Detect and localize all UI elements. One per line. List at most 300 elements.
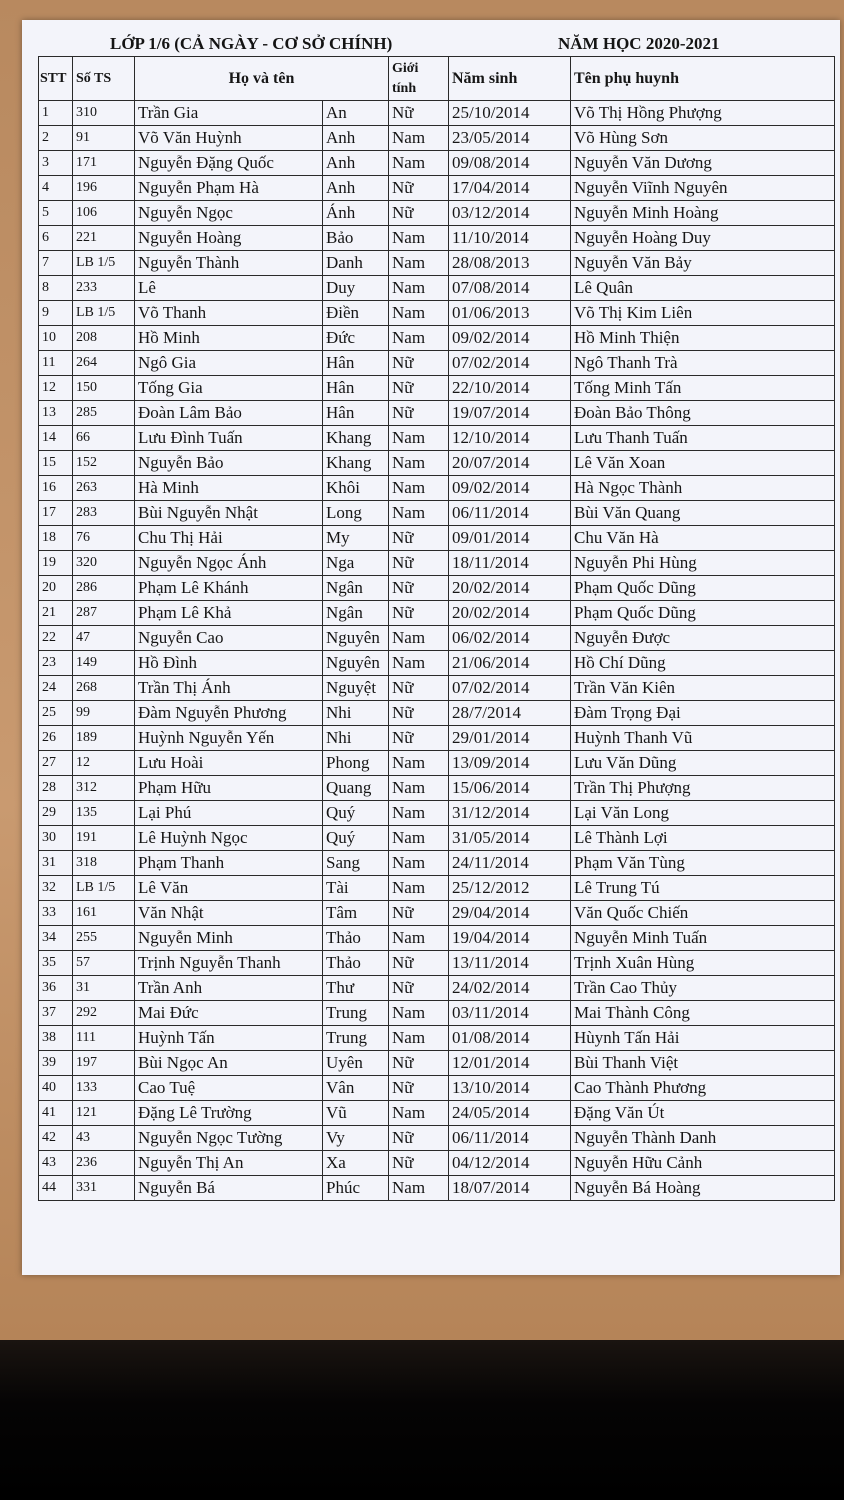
birth-date-cell: 07/08/2014 xyxy=(449,276,571,301)
last-middle-name-cell: Nguyễn Ngọc xyxy=(135,201,323,226)
given-name-cell: Long xyxy=(323,501,389,526)
stt-cell: 40 xyxy=(39,1076,73,1101)
given-name-cell: Hân xyxy=(323,351,389,376)
dark-floor xyxy=(0,1340,844,1500)
last-middle-name-cell: Nguyễn Ngọc Tường xyxy=(135,1126,323,1151)
given-name-cell: Khang xyxy=(323,426,389,451)
parent-name-cell: Nguyễn Hữu Cảnh xyxy=(571,1151,835,1176)
stt-cell: 42 xyxy=(39,1126,73,1151)
last-middle-name-cell: Trần Thị Ánh xyxy=(135,676,323,701)
birth-date-cell: 19/07/2014 xyxy=(449,401,571,426)
table-row xyxy=(39,301,835,326)
gender-cell: Nam xyxy=(389,126,449,151)
birth-date-cell: 20/02/2014 xyxy=(449,576,571,601)
so-ts-cell: 189 xyxy=(73,726,135,751)
gender-cell: Nam xyxy=(389,751,449,776)
col-header-phu-huynh: Tên phụ huynh xyxy=(571,57,835,101)
so-ts-cell: 135 xyxy=(73,801,135,826)
last-middle-name-cell: Võ Thanh xyxy=(135,301,323,326)
so-ts-cell: 285 xyxy=(73,401,135,426)
table-row xyxy=(39,126,835,151)
so-ts-cell: 221 xyxy=(73,226,135,251)
last-middle-name-cell: Phạm Lê Khả xyxy=(135,601,323,626)
parent-name-cell: Nguyễn Bá Hoàng xyxy=(571,1176,835,1201)
parent-name-cell: Đặng Văn Út xyxy=(571,1101,835,1126)
last-middle-name-cell: Huỳnh Nguyễn Yến xyxy=(135,726,323,751)
parent-name-cell: Phạm Văn Tùng xyxy=(571,851,835,876)
given-name-cell: Quý xyxy=(323,826,389,851)
stt-cell: 41 xyxy=(39,1101,73,1126)
gender-cell: Nam xyxy=(389,1101,449,1126)
table-row xyxy=(39,1176,835,1201)
stt-cell: 43 xyxy=(39,1151,73,1176)
table-row xyxy=(39,451,835,476)
parent-name-cell: Hà Ngọc Thành xyxy=(571,476,835,501)
gender-cell: Nữ xyxy=(389,551,449,576)
stt-cell: 37 xyxy=(39,1001,73,1026)
given-name-cell: Xa xyxy=(323,1151,389,1176)
last-middle-name-cell: Bùi Nguyễn Nhật xyxy=(135,501,323,526)
student-table xyxy=(38,56,835,1201)
table-row xyxy=(39,801,835,826)
last-middle-name-cell: Đàm Nguyễn Phương xyxy=(135,701,323,726)
last-middle-name-cell: Huỳnh Tấn xyxy=(135,1026,323,1051)
so-ts-cell: 106 xyxy=(73,201,135,226)
birth-date-cell: 20/07/2014 xyxy=(449,451,571,476)
last-middle-name-cell: Nguyễn Cao xyxy=(135,626,323,651)
so-ts-cell: 171 xyxy=(73,151,135,176)
parent-name-cell: Chu Văn Hà xyxy=(571,526,835,551)
given-name-cell: Hân xyxy=(323,401,389,426)
stt-cell: 30 xyxy=(39,826,73,851)
table-row xyxy=(39,226,835,251)
table-header-row xyxy=(39,57,835,101)
gender-cell: Nữ xyxy=(389,976,449,1001)
so-ts-cell: 287 xyxy=(73,601,135,626)
so-ts-cell: 31 xyxy=(73,976,135,1001)
given-name-cell: Vy xyxy=(323,1126,389,1151)
class-title: LỚP 1/6 (CẢ NGÀY - CƠ SỞ CHÍNH) xyxy=(110,34,393,53)
table-row xyxy=(39,326,835,351)
given-name-cell: Trung xyxy=(323,1001,389,1026)
parent-name-cell: Võ Thị Kim Liên xyxy=(571,301,835,326)
birth-date-cell: 20/02/2014 xyxy=(449,601,571,626)
so-ts-cell: 161 xyxy=(73,901,135,926)
given-name-cell: Nguyệt xyxy=(323,676,389,701)
parent-name-cell: Nguyễn Văn Bảy xyxy=(571,251,835,276)
last-middle-name-cell: Đoàn Lâm Bảo xyxy=(135,401,323,426)
stt-cell: 16 xyxy=(39,476,73,501)
parent-name-cell: Nguyễn Viĩnh Nguyên xyxy=(571,176,835,201)
birth-date-cell: 06/02/2014 xyxy=(449,626,571,651)
birth-date-cell: 06/11/2014 xyxy=(449,1126,571,1151)
stt-cell: 12 xyxy=(39,376,73,401)
stt-cell: 39 xyxy=(39,1051,73,1076)
stt-cell: 6 xyxy=(39,226,73,251)
so-ts-cell: 310 xyxy=(73,101,135,126)
gender-cell: Nữ xyxy=(389,526,449,551)
gender-cell: Nam xyxy=(389,851,449,876)
last-middle-name-cell: Lê Huỳnh Ngọc xyxy=(135,826,323,851)
birth-date-cell: 24/05/2014 xyxy=(449,1101,571,1126)
last-middle-name-cell: Phạm Thanh xyxy=(135,851,323,876)
given-name-cell: Nguyên xyxy=(323,651,389,676)
parent-name-cell: Hồ Minh Thiện xyxy=(571,326,835,351)
table-row xyxy=(39,101,835,126)
gender-cell: Nam xyxy=(389,651,449,676)
table-row xyxy=(39,726,835,751)
table-row xyxy=(39,551,835,576)
given-name-cell: Trung xyxy=(323,1026,389,1051)
table-row xyxy=(39,1076,835,1101)
given-name-cell: Quý xyxy=(323,801,389,826)
birth-date-cell: 13/11/2014 xyxy=(449,951,571,976)
given-name-cell: Ánh xyxy=(323,201,389,226)
gender-cell: Nữ xyxy=(389,1126,449,1151)
table-row xyxy=(39,651,835,676)
gender-cell: Nam xyxy=(389,826,449,851)
parent-name-cell: Phạm Quốc Dũng xyxy=(571,576,835,601)
stt-cell: 36 xyxy=(39,976,73,1001)
table-row xyxy=(39,976,835,1001)
birth-date-cell: 24/02/2014 xyxy=(449,976,571,1001)
table-row xyxy=(39,251,835,276)
last-middle-name-cell: Hồ Minh xyxy=(135,326,323,351)
parent-name-cell: Nguyễn Minh Tuấn xyxy=(571,926,835,951)
birth-date-cell: 18/11/2014 xyxy=(449,551,571,576)
gender-cell: Nữ xyxy=(389,576,449,601)
table-row xyxy=(39,576,835,601)
parent-name-cell: Tống Minh Tấn xyxy=(571,376,835,401)
last-middle-name-cell: Tống Gia xyxy=(135,376,323,401)
birth-date-cell: 07/02/2014 xyxy=(449,676,571,701)
stt-cell: 24 xyxy=(39,676,73,701)
birth-date-cell: 19/04/2014 xyxy=(449,926,571,951)
stt-cell: 13 xyxy=(39,401,73,426)
parent-name-cell: Hồ Chí Dũng xyxy=(571,651,835,676)
gender-cell: Nữ xyxy=(389,1076,449,1101)
gender-cell: Nam xyxy=(389,876,449,901)
stt-cell: 25 xyxy=(39,701,73,726)
given-name-cell: Duy xyxy=(323,276,389,301)
table-row xyxy=(39,426,835,451)
so-ts-cell: 208 xyxy=(73,326,135,351)
last-middle-name-cell: Chu Thị Hải xyxy=(135,526,323,551)
last-middle-name-cell: Đặng Lê Trường xyxy=(135,1101,323,1126)
parent-name-cell: Trần Cao Thủy xyxy=(571,976,835,1001)
stt-cell: 14 xyxy=(39,426,73,451)
table-row xyxy=(39,826,835,851)
birth-date-cell: 22/10/2014 xyxy=(449,376,571,401)
given-name-cell: Khang xyxy=(323,451,389,476)
birth-date-cell: 09/01/2014 xyxy=(449,526,571,551)
birth-date-cell: 03/12/2014 xyxy=(449,201,571,226)
stt-cell: 23 xyxy=(39,651,73,676)
table-row xyxy=(39,201,835,226)
parent-name-cell: Mai Thành Công xyxy=(571,1001,835,1026)
birth-date-cell: 31/12/2014 xyxy=(449,801,571,826)
gender-cell: Nữ xyxy=(389,951,449,976)
last-middle-name-cell: Lưu Hoài xyxy=(135,751,323,776)
gender-cell: Nam xyxy=(389,276,449,301)
so-ts-cell: 66 xyxy=(73,426,135,451)
table-row xyxy=(39,1051,835,1076)
so-ts-cell: 255 xyxy=(73,926,135,951)
parent-name-cell: Nguyễn Hoàng Duy xyxy=(571,226,835,251)
so-ts-cell: 121 xyxy=(73,1101,135,1126)
last-middle-name-cell: Phạm Hữu xyxy=(135,776,323,801)
parent-name-cell: Trần Văn Kiên xyxy=(571,676,835,701)
gender-cell: Nữ xyxy=(389,176,449,201)
table-row xyxy=(39,376,835,401)
given-name-cell: Hân xyxy=(323,376,389,401)
table-row xyxy=(39,501,835,526)
birth-date-cell: 28/08/2013 xyxy=(449,251,571,276)
stt-cell: 15 xyxy=(39,451,73,476)
so-ts-cell: 236 xyxy=(73,1151,135,1176)
gender-cell: Nam xyxy=(389,776,449,801)
birth-date-cell: 29/04/2014 xyxy=(449,901,571,926)
table-row xyxy=(39,1001,835,1026)
gender-cell: Nữ xyxy=(389,676,449,701)
given-name-cell: Danh xyxy=(323,251,389,276)
birth-date-cell: 25/10/2014 xyxy=(449,101,571,126)
so-ts-cell: LB 1/5 xyxy=(73,301,135,326)
last-middle-name-cell: Nguyễn Bá xyxy=(135,1176,323,1201)
given-name-cell: Thảo xyxy=(323,951,389,976)
given-name-cell: Phong xyxy=(323,751,389,776)
table-row xyxy=(39,1026,835,1051)
parent-name-cell: Lê Văn Xoan xyxy=(571,451,835,476)
table-row xyxy=(39,276,835,301)
table-row xyxy=(39,951,835,976)
table-row xyxy=(39,851,835,876)
gender-cell: Nam xyxy=(389,1026,449,1051)
gender-cell: Nam xyxy=(389,251,449,276)
given-name-cell: Khôi xyxy=(323,476,389,501)
parent-name-cell: Đoàn Bảo Thông xyxy=(571,401,835,426)
so-ts-cell: 263 xyxy=(73,476,135,501)
stt-cell: 11 xyxy=(39,351,73,376)
last-middle-name-cell: Văn Nhật xyxy=(135,901,323,926)
gender-cell: Nam xyxy=(389,151,449,176)
table-row xyxy=(39,1101,835,1126)
stt-cell: 27 xyxy=(39,751,73,776)
gender-cell: Nam xyxy=(389,326,449,351)
parent-name-cell: Đàm Trọng Đại xyxy=(571,701,835,726)
so-ts-cell: 286 xyxy=(73,576,135,601)
class-list-sheet xyxy=(22,20,840,1275)
parent-name-cell: Lê Trung Tú xyxy=(571,876,835,901)
last-middle-name-cell: Lê Văn xyxy=(135,876,323,901)
parent-name-cell: Võ Hùng Sơn xyxy=(571,126,835,151)
given-name-cell: Vân xyxy=(323,1076,389,1101)
table-row xyxy=(39,351,835,376)
so-ts-cell: 91 xyxy=(73,126,135,151)
last-middle-name-cell: Trịnh Nguyễn Thanh xyxy=(135,951,323,976)
birth-date-cell: 13/10/2014 xyxy=(449,1076,571,1101)
school-year: NĂM HỌC 2020-2021 xyxy=(558,34,720,53)
sheet-header xyxy=(22,32,840,58)
gender-cell: Nữ xyxy=(389,1151,449,1176)
stt-cell: 22 xyxy=(39,626,73,651)
stt-cell: 34 xyxy=(39,926,73,951)
last-middle-name-cell: Trần Anh xyxy=(135,976,323,1001)
gender-cell: Nữ xyxy=(389,726,449,751)
so-ts-cell: 331 xyxy=(73,1176,135,1201)
given-name-cell: Ngân xyxy=(323,576,389,601)
last-middle-name-cell: Lưu Đình Tuấn xyxy=(135,426,323,451)
so-ts-cell: 111 xyxy=(73,1026,135,1051)
table-row xyxy=(39,176,835,201)
parent-name-cell: Huỳnh Thanh Vũ xyxy=(571,726,835,751)
birth-date-cell: 18/07/2014 xyxy=(449,1176,571,1201)
birth-date-cell: 29/01/2014 xyxy=(449,726,571,751)
birth-date-cell: 13/09/2014 xyxy=(449,751,571,776)
so-ts-cell: 191 xyxy=(73,826,135,851)
birth-date-cell: 04/12/2014 xyxy=(449,1151,571,1176)
parent-name-cell: Văn Quốc Chiến xyxy=(571,901,835,926)
stt-cell: 18 xyxy=(39,526,73,551)
col-header-gioi-tinh: Giới tính xyxy=(389,57,449,101)
table-row xyxy=(39,151,835,176)
given-name-cell: Anh xyxy=(323,176,389,201)
so-ts-cell: 233 xyxy=(73,276,135,301)
table-row xyxy=(39,526,835,551)
birth-date-cell: 09/02/2014 xyxy=(449,476,571,501)
last-middle-name-cell: Ngô Gia xyxy=(135,351,323,376)
col-header-nam-sinh: Năm sinh xyxy=(449,57,571,101)
stt-cell: 9 xyxy=(39,301,73,326)
gender-cell: Nam xyxy=(389,451,449,476)
given-name-cell: Tâm xyxy=(323,901,389,926)
last-middle-name-cell: Hà Minh xyxy=(135,476,323,501)
last-middle-name-cell: Lại Phú xyxy=(135,801,323,826)
gender-cell: Nam xyxy=(389,1176,449,1201)
parent-name-cell: Bùi Văn Quang xyxy=(571,501,835,526)
given-name-cell: Bảo xyxy=(323,226,389,251)
parent-name-cell: Nguyễn Văn Dương xyxy=(571,151,835,176)
stt-cell: 3 xyxy=(39,151,73,176)
birth-date-cell: 12/01/2014 xyxy=(449,1051,571,1076)
parent-name-cell: Lưu Văn Dũng xyxy=(571,751,835,776)
given-name-cell: Vũ xyxy=(323,1101,389,1126)
birth-date-cell: 28/7/2014 xyxy=(449,701,571,726)
parent-name-cell: Nguyễn Được xyxy=(571,626,835,651)
gender-cell: Nam xyxy=(389,501,449,526)
birth-date-cell: 01/08/2014 xyxy=(449,1026,571,1051)
last-middle-name-cell: Bùi Ngọc An xyxy=(135,1051,323,1076)
so-ts-cell: 292 xyxy=(73,1001,135,1026)
so-ts-cell: 76 xyxy=(73,526,135,551)
stt-cell: 19 xyxy=(39,551,73,576)
gender-cell: Nữ xyxy=(389,376,449,401)
given-name-cell: Anh xyxy=(323,126,389,151)
stt-cell: 29 xyxy=(39,801,73,826)
so-ts-cell: 133 xyxy=(73,1076,135,1101)
gender-cell: Nữ xyxy=(389,701,449,726)
stt-cell: 38 xyxy=(39,1026,73,1051)
gender-cell: Nam xyxy=(389,226,449,251)
given-name-cell: Nhi xyxy=(323,726,389,751)
parent-name-cell: Nguyễn Minh Hoàng xyxy=(571,201,835,226)
parent-name-cell: Lê Thành Lợi xyxy=(571,826,835,851)
birth-date-cell: 15/06/2014 xyxy=(449,776,571,801)
birth-date-cell: 09/08/2014 xyxy=(449,151,571,176)
table-row xyxy=(39,601,835,626)
gender-cell: Nam xyxy=(389,926,449,951)
given-name-cell: Sang xyxy=(323,851,389,876)
so-ts-cell: 57 xyxy=(73,951,135,976)
col-header-so-ts: Số TS xyxy=(73,57,135,101)
stt-cell: 2 xyxy=(39,126,73,151)
gender-cell: Nữ xyxy=(389,1051,449,1076)
birth-date-cell: 01/06/2013 xyxy=(449,301,571,326)
birth-date-cell: 31/05/2014 xyxy=(449,826,571,851)
parent-name-cell: Nguyễn Thành Danh xyxy=(571,1126,835,1151)
last-middle-name-cell: Nguyễn Ngọc Ánh xyxy=(135,551,323,576)
given-name-cell: Anh xyxy=(323,151,389,176)
given-name-cell: Phúc xyxy=(323,1176,389,1201)
gender-cell: Nữ xyxy=(389,601,449,626)
parent-name-cell: Lưu Thanh Tuấn xyxy=(571,426,835,451)
last-middle-name-cell: Mai Đức xyxy=(135,1001,323,1026)
so-ts-cell: 150 xyxy=(73,376,135,401)
table-row xyxy=(39,401,835,426)
stt-cell: 7 xyxy=(39,251,73,276)
so-ts-cell: 196 xyxy=(73,176,135,201)
table-row xyxy=(39,701,835,726)
table-body xyxy=(39,101,835,1201)
stt-cell: 32 xyxy=(39,876,73,901)
parent-name-cell: Lê Quân xyxy=(571,276,835,301)
stt-cell: 1 xyxy=(39,101,73,126)
given-name-cell: Quang xyxy=(323,776,389,801)
so-ts-cell: LB 1/5 xyxy=(73,876,135,901)
gender-cell: Nữ xyxy=(389,901,449,926)
table-row xyxy=(39,776,835,801)
given-name-cell: Nguyên xyxy=(323,626,389,651)
birth-date-cell: 25/12/2012 xyxy=(449,876,571,901)
parent-name-cell: Trần Thị Phượng xyxy=(571,776,835,801)
so-ts-cell: 283 xyxy=(73,501,135,526)
stt-cell: 35 xyxy=(39,951,73,976)
stt-cell: 31 xyxy=(39,851,73,876)
birth-date-cell: 09/02/2014 xyxy=(449,326,571,351)
birth-date-cell: 17/04/2014 xyxy=(449,176,571,201)
table-row xyxy=(39,676,835,701)
birth-date-cell: 07/02/2014 xyxy=(449,351,571,376)
so-ts-cell: 152 xyxy=(73,451,135,476)
so-ts-cell: 264 xyxy=(73,351,135,376)
so-ts-cell: 197 xyxy=(73,1051,135,1076)
parent-name-cell: Nguyễn Phi Hùng xyxy=(571,551,835,576)
gender-cell: Nam xyxy=(389,301,449,326)
parent-name-cell: Trịnh Xuân Hùng xyxy=(571,951,835,976)
gender-cell: Nữ xyxy=(389,351,449,376)
gender-cell: Nữ xyxy=(389,201,449,226)
last-middle-name-cell: Lê xyxy=(135,276,323,301)
so-ts-cell: LB 1/5 xyxy=(73,251,135,276)
given-name-cell: My xyxy=(323,526,389,551)
so-ts-cell: 149 xyxy=(73,651,135,676)
so-ts-cell: 43 xyxy=(73,1126,135,1151)
given-name-cell: Tài xyxy=(323,876,389,901)
last-middle-name-cell: Võ Văn Huỳnh xyxy=(135,126,323,151)
parent-name-cell: Bùi Thanh Việt xyxy=(571,1051,835,1076)
stt-cell: 8 xyxy=(39,276,73,301)
given-name-cell: Ngân xyxy=(323,601,389,626)
